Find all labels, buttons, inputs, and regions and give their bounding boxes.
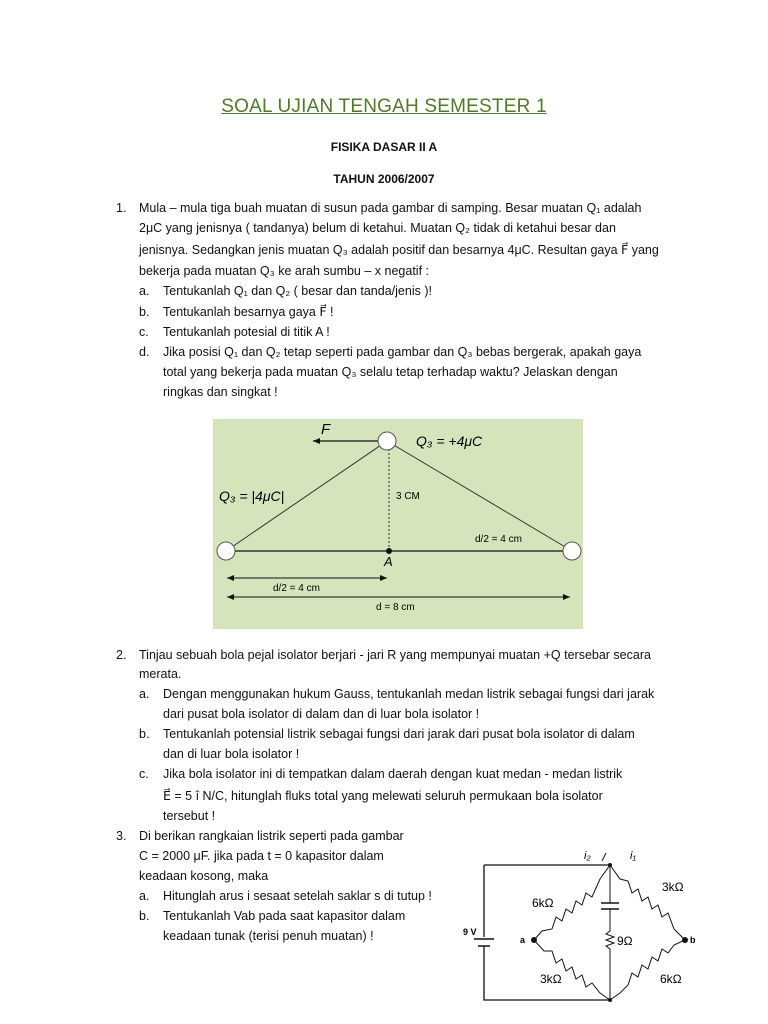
item-text: Jika posisi Q₁ dan Q₂ tetap seperti pada gambar dan Q₃ bebas bergerak, apakah gaya: [163, 345, 642, 359]
current-i2-label: i₂: [584, 850, 591, 862]
item-label: b.: [139, 909, 150, 923]
node-a-label: a: [520, 935, 526, 945]
item-text: dan di luar bola isolator !: [163, 747, 300, 761]
half-distance-right-label: d/2 = 4 cm: [475, 534, 522, 545]
left-charge-label: Q₃ = |4μC|: [219, 488, 285, 504]
item-text: keadaan tunak (terisi penuh muatan) !: [163, 929, 374, 943]
item-text: Tentukanlah Q₁ dan Q₂ ( besar dan tanda/jenis )!: [163, 284, 432, 298]
item-text: Dengan menggunakan hukum Gauss, tentukanlah medan listrik sebagai fungsi dari jarak: [163, 687, 655, 701]
charge-diagram: [213, 419, 583, 629]
item-text: E⃗ = 5 î N/C, hitunglah fluks total yang melewati seluruh permukaan bola isolator: [163, 789, 603, 803]
question-number: 2.: [116, 648, 127, 662]
question-text-line: Tinjau sebuah bola pejal isolator berjari - jari R yang mempunyai muatan +Q tersebar secara: [139, 648, 651, 662]
height-label: 3 CM: [396, 491, 420, 502]
middle-resistor: [606, 909, 614, 1000]
resistor-top-right: [610, 865, 685, 940]
item-text: ringkas dan singkat !: [163, 385, 278, 399]
resistor-bottom-right: [610, 940, 685, 1000]
q3-label: Q₃ = +4μC: [416, 433, 483, 449]
item-text: tersebut !: [163, 809, 216, 823]
half-distance-left-label: d/2 = 4 cm: [273, 583, 320, 594]
question-number: 3.: [116, 829, 127, 843]
item-label: a.: [139, 687, 150, 701]
node-b-label: b: [690, 935, 696, 945]
course-subtitle: FISIKA DASAR II A: [330, 140, 438, 154]
item-text: Tentukanlah potesial di titik A !: [163, 325, 330, 339]
resistor-top-right-label: 3kΩ: [662, 880, 684, 894]
item-text: Tentukanlah besarnya gaya F⃗ !: [163, 305, 334, 319]
question-number: 1.: [116, 201, 127, 215]
charge-q1-left: [217, 542, 235, 560]
charge-q2-right: [563, 542, 581, 560]
resistor-bottom-left: [534, 940, 610, 1000]
item-label: b.: [139, 305, 150, 319]
resistor-bottom-right-label: 6kΩ: [660, 972, 682, 986]
page-title: SOAL UJIAN TENGAH SEMESTER 1: [221, 96, 547, 117]
full-distance-label: d = 8 cm: [376, 602, 415, 613]
question-text-line: keadaan kosong, maka: [139, 869, 269, 883]
switch-mark: [602, 853, 606, 861]
item-label: a.: [139, 889, 150, 903]
current-i1-label: i₁: [630, 850, 636, 862]
question-text-line: merata.: [139, 667, 182, 681]
force-label: F: [321, 421, 331, 438]
item-label: d.: [139, 345, 150, 359]
item-label: b.: [139, 727, 150, 741]
question-text-line: Mula – mula tiga buah muatan di susun pada gambar di samping. Besar muatan Q₁ adalah: [139, 201, 642, 215]
item-label: c.: [139, 767, 149, 781]
year-subtitle: TAHUN 2006/2007: [333, 172, 435, 186]
item-label: c.: [139, 325, 149, 339]
item-label: a.: [139, 284, 150, 298]
question-text-line: 2μC yang jenisnya ( tandanya) belum di ketahui. Muatan Q₂ tidak di ketahui besar dan: [139, 221, 616, 235]
circuit-diagram: [460, 845, 710, 1015]
resistor-bottom-left-label: 3kΩ: [540, 972, 562, 986]
item-text: dari pusat bola isolator di dalam dan di luar bola isolator !: [163, 707, 480, 721]
item-text: Tentukanlah potensial listrik sebagai fungsi dari jarak dari pusat bola isolator di dalam: [163, 727, 635, 741]
item-text: Jika bola isolator ini di tempatkan dalam daerah dengan kuat medan - medan listrik: [163, 767, 623, 781]
item-text: Hitunglah arus i sesaat setelah saklar s di tutup !: [163, 889, 432, 903]
question-text-line: Di berikan rangkaian listrik seperti pada gambar: [139, 829, 404, 843]
question-text-line: bekerja pada muatan Q₃ ke arah sumbu – x negatif :: [139, 264, 429, 278]
item-text: total yang bekerja pada muatan Q₃ selalu tetap terhadap waktu? Jelaskan dengan: [163, 365, 618, 379]
voltage-label: 9 V: [463, 927, 477, 937]
question-text-line: jenisnya. Sedangkan jenis muatan Q₃ adalah positif dan besarnya 4μC. Resultan gaya F⃗ yang: [139, 243, 659, 257]
item-text: Tentukanlah Vab pada saat kapasitor dalam: [163, 909, 406, 923]
question-text-line: C = 2000 μF. jika pada t = 0 kapasitor dalam: [139, 849, 384, 863]
middle-resistor-label: 9Ω: [617, 934, 633, 948]
point-a-label: A: [384, 554, 393, 569]
charge-q3-top: [378, 432, 396, 450]
resistor-top-left-label: 6kΩ: [532, 896, 554, 910]
